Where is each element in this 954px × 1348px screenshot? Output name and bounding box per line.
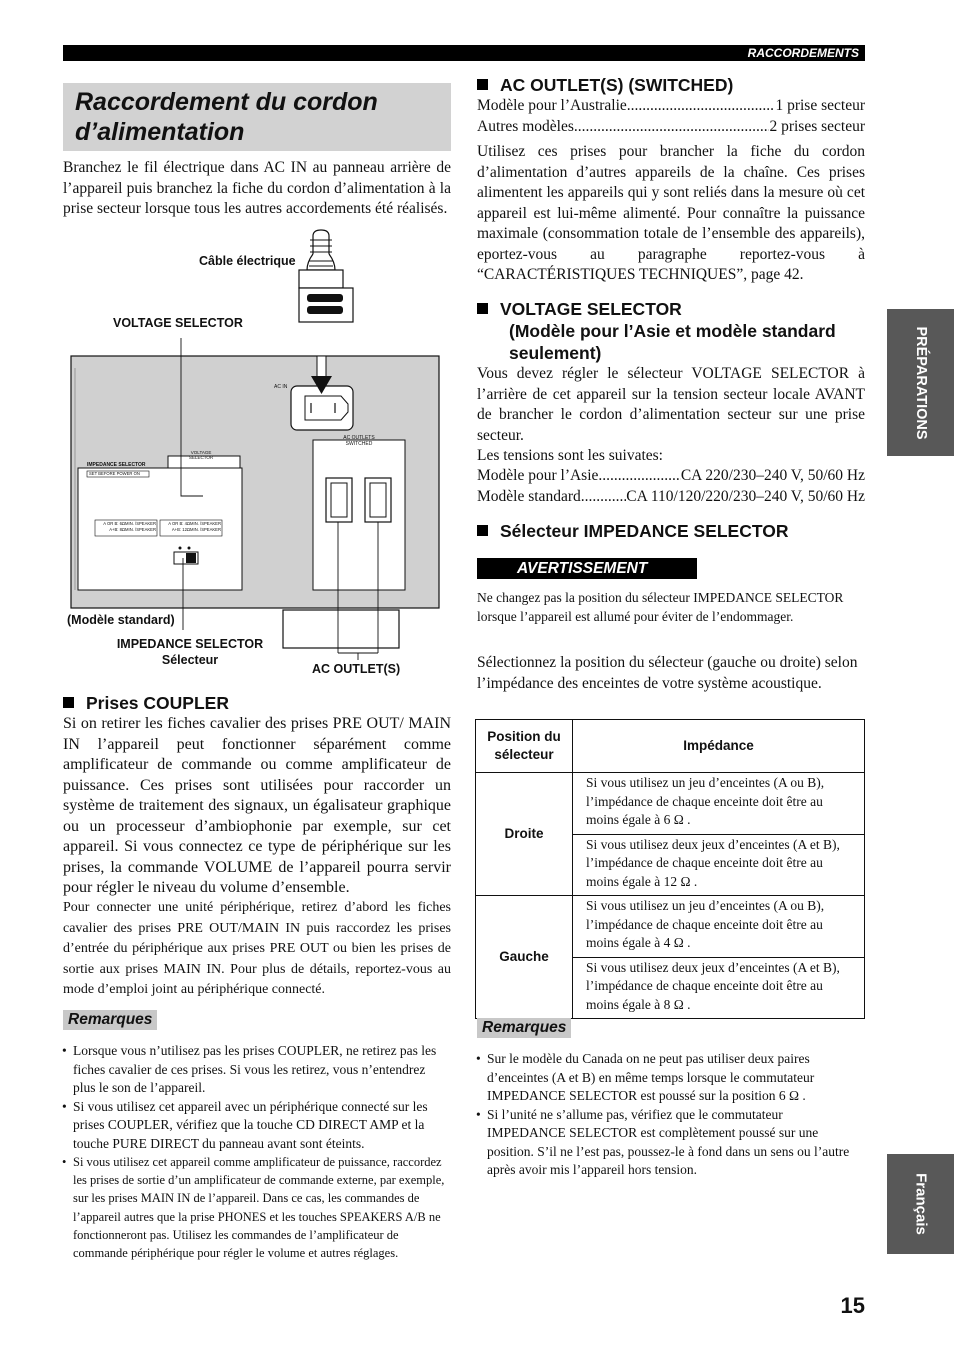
impedance-paragraph: Sélectionnez la position du sélecteur (gauche ou droite) selon l’impédance des enceintes de votre système acoustique. — [477, 654, 858, 692]
remarks-label-right: Remarques — [477, 1018, 571, 1038]
table-cell-droite: Droite — [476, 773, 573, 896]
panel-outlets-text — [329, 435, 389, 447]
spec-value: 1 prise secteur — [775, 97, 865, 114]
impedance-heading-text: Sélecteur IMPEDANCE SELECTOR — [500, 521, 789, 541]
table-cell: Si vous utilisez un jeu d’enceintes (A ou B), l’impédance de chaque enceinte doit être au moins égale à 4 Ω . — [573, 896, 865, 958]
panel-ac-in-text: AC IN — [274, 384, 288, 390]
side-tab-preparations — [887, 309, 954, 456]
spec-label: Modèle pour l’Asie — [477, 467, 599, 484]
spec-row — [477, 117, 865, 138]
panel-imp-left-text — [96, 521, 156, 533]
diagram-cable-label: Câble électrique — [199, 254, 296, 268]
table-cell: Si vous utilisez deux jeux d’enceintes (A et B), l’impédance de chaque enceinte doit être au moins égale à 8 Ω . — [573, 957, 865, 1019]
voltage-paragraph: Vous devez régler le sélecteur VOLTAGE SELECTOR à l’arrière de cet appareil sur la tension secteur locale AVANT de brancher le cordon d’alimentation secteur sur une prise secteur. — [477, 365, 865, 444]
spec-value: 2 prises secteur — [769, 117, 865, 135]
table-cell: Si vous utilisez deux jeux d’enceintes (A et B), l’impédance de chaque enceinte doit être au moins égale à 12 Ω . — [573, 834, 865, 896]
voltage-heading-line-1: VOLTAGE SELECTOR — [500, 299, 682, 319]
panel-imp-left-line-1: A OR B: 6ΩMIN. /SPEAKER — [103, 521, 156, 526]
spec-label: Modèle standard — [477, 487, 581, 505]
page-title-line-1: Raccordement du cordon — [75, 88, 378, 116]
coupler-paragraph-small: Pour connecter une unité périphérique, retirez d’abord les fiches cavalier des prises PRE OUT/MAIN IN puis raccordez les prises d’entrée du périphérique aux prises PRE OUT ou bien les prises de sortie aux prises MAIN IN. Pour plus de détails, reportez-vous au mode d’emploi joint au périphérique connecté. — [63, 900, 451, 997]
voltage-heading-line-2: (Modèle pour l’Asie et modèle standard — [509, 321, 836, 341]
intro-paragraph: Branchez le fil électrique dans AC IN au panneau arrière de l’appareil puis branchez la fiche du cordon d’alimentation à la prise secteur lorsque tous les autres accordements été réalisés. — [63, 159, 451, 217]
spec-row — [477, 466, 865, 487]
voltage-selector-heading — [477, 298, 865, 364]
panel-outlets-line-1: AC OUTLETS — [343, 435, 375, 441]
remark-item: • Si vous utilisez cet appareil avec un périphérique connecté sur les prises COUPLER, vérifiez que la touche CD DIRECT AMP et la touche PURE DIRECT du panneau avant sont éteints. — [63, 1098, 449, 1154]
page-title-line-2: d’alimentation — [75, 118, 245, 146]
spec-row — [477, 96, 865, 117]
panel-voltage-text-line-2: SELECTOR — [189, 455, 214, 460]
remark-item: • Si vous utilisez cet appareil comme amplificateur de puissance, raccordez les prises de sortie d’un amplificateur de commande externe, par exemple, sur les prises MAIN IN de l’appareil. Dans ce cas, les commandes de l’appareil autres que la prise PHONES et les touches SPEAKERS A/B ne fonctionneront pas. Utilisez les commandes de l’amplificateur de commande périphérique pour régler le volume et autres réglages. — [63, 1153, 449, 1262]
panel-voltage-text — [189, 450, 213, 460]
page-number: 15 — [840, 1293, 865, 1318]
panel-voltage-text-line-1: VOLTAGE — [190, 450, 212, 455]
table-row — [476, 773, 865, 835]
square-bullet-icon — [477, 525, 488, 536]
voltage-spec-list — [477, 466, 865, 507]
plug-head — [299, 288, 353, 322]
spec-value: CA 220/230–240 V, 50/60 Hz — [680, 467, 865, 484]
square-bullet-icon — [477, 303, 488, 314]
diagram-ac-outlets-label: AC OUTLET(S) — [312, 662, 401, 676]
side-tab-preparations-label: PRÉPARATIONS — [912, 325, 929, 440]
remark-item: • Sur le modèle du Canada on ne peut pas utiliser deux paires d’enceintes (A et B) en même temps lorsque le commutateur IMPEDANCE SELECTOR est poussé sur la position 6 Ω . — [477, 1050, 855, 1106]
remarks-list-right — [477, 1050, 855, 1180]
table-header-impedance: Impédance — [573, 720, 865, 773]
table-cell: Si vous utilisez un jeu d’enceintes (A ou B), l’impédance de chaque enceinte doit être au moins égale à 6 Ω . — [573, 773, 865, 835]
remark-item: • Lorsque vous n’utilisez pas les prises COUPLER, ne retirez pas les fiches cavalier de ces prises. Si vous les retirez, vous n’entendrez plus le son de l’appareil. — [63, 1042, 449, 1098]
panel-set-before-text: SET BEFORE POWER ON — [89, 471, 140, 476]
coupler-heading-text: Prises COUPLER — [86, 693, 229, 713]
voltage-heading-line-3: seulement) — [509, 343, 602, 363]
remarks-label-left: Remarques — [63, 1010, 157, 1030]
spec-value: CA 110/120/220/230–240 V, 50/60 Hz — [626, 487, 865, 505]
panel-imp-right-line-2: A+B: 12ΩMIN. /SPEAKER — [171, 527, 221, 532]
side-tab-language — [887, 1154, 954, 1254]
panel-imp-right-line-1: A OR B: 4ΩMIN. /SPEAKER — [168, 521, 221, 526]
square-bullet-icon — [63, 697, 74, 708]
diagram-voltage-selector-label: VOLTAGE SELECTOR — [113, 316, 243, 330]
panel-impedance-text: IMPEDANCE SELECTOR — [87, 462, 146, 468]
coupler-paragraph: Si on retirer les fiches cavalier des prises PRE OUT/ MAIN IN l’appareil peut fonctionner séparément comme amplificateur de commande ou comme amplificateur de puissance. Ces prises sont utilisées pour raccorder un système de traitement des signaux, un égalisateur graphique ou un processeur d’ambiophonie par exemple, sur cet appareil. Si vous connectez ce type de périphérique sur les prises, la commande VOLUME de l’appareil pourra servir pour régler le niveau du volume d’ensemble. — [63, 715, 451, 896]
coupler-heading — [63, 692, 229, 714]
spec-label: Autres modèles — [477, 117, 574, 135]
voltage-list-intro: Les tensions sont les suivates: — [477, 447, 663, 464]
impedance-table — [475, 719, 865, 1019]
table-cell-gauche: Gauche — [476, 896, 573, 1019]
rear-panel-diagram — [63, 228, 451, 683]
side-tab-language-label: Français — [912, 1173, 929, 1235]
panel-imp-left-line-2: A+B: 8ΩMIN. /SPEAKER — [109, 527, 156, 532]
diagram-impedance-label — [110, 636, 270, 668]
ac-outlets-paragraph: Utilisez ces prises pour brancher la fiche du cordon d’alimentation d’autres appareils de la chaîne. Ces prises alimentent les appareils qui y sont reliés dans la mesure où cet appareil est lui-même alimenté. Pour connaître la puissance maximale (consommation totale de l’ensemble des appareils), eportez-vous au paragraphe reportez-vous à “CARACTÉRISTIQUES TECHNIQUES”, page 42. — [477, 143, 865, 283]
impedance-heading — [477, 520, 789, 542]
diagram-impedance-label-line-1: IMPEDANCE SELECTOR — [116, 637, 264, 651]
remarks-list-left — [63, 1042, 449, 1262]
table-row — [476, 896, 865, 958]
ac-outlets-spec-list — [477, 96, 865, 137]
page-title — [75, 87, 378, 147]
ac-outlets-heading — [477, 74, 733, 96]
warning-paragraph: Ne changez pas la position du sélecteur IMPEDANCE SELECTOR lorsque l’appareil est allumé pour éviter de l’endommager. — [477, 590, 844, 624]
remark-item: • Si l’unité ne s’allume pas, vérifiez que le commutateur IMPEDANCE SELECTOR est complètement poussé sur une position. S’il ne l’est pas, poussez-le à fond dans un sens ou l’autre après avoir mis l’appareil hors tension. — [477, 1106, 855, 1180]
page-title-box — [63, 83, 451, 151]
square-bullet-icon — [477, 79, 488, 90]
unit-foot — [283, 610, 399, 648]
spec-row — [477, 487, 865, 508]
diagram-model-standard-label: (Modèle standard) — [67, 613, 175, 627]
spec-label: Modèle pour l’Australie — [477, 97, 627, 114]
diagram-impedance-label-line-2: Sélecteur — [161, 653, 219, 667]
warning-bar: AVERTISSEMENT — [477, 558, 697, 579]
section-header-bar: RACCORDEMENTS — [63, 45, 865, 61]
panel-outlets-line-2: SWITCHED — [345, 441, 373, 447]
table-header-row — [476, 720, 865, 773]
panel-imp-right-text — [161, 521, 221, 533]
ac-outlets-heading-text: AC OUTLET(S) (SWITCHED) — [500, 75, 734, 95]
table-header-position: Position du sélecteur — [476, 720, 573, 773]
